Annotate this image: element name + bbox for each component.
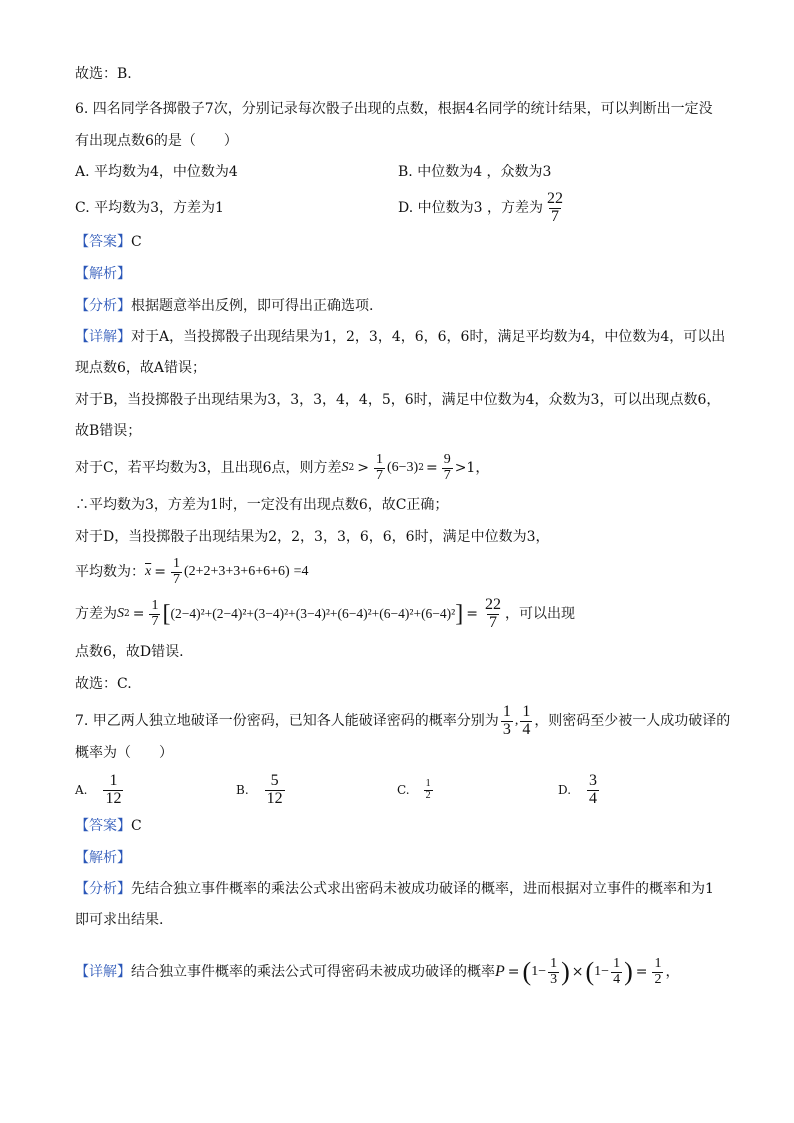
q7-fenxi-line1 bbox=[75, 879, 714, 899]
q7-stem-post: ，则密码至少被一人成功破译的 bbox=[534, 713, 731, 729]
q6-xiangjie-line1 bbox=[75, 327, 725, 347]
fraction-one-seventh bbox=[171, 557, 182, 587]
q7-fenxi-line2: 即可求出结果. bbox=[75, 912, 164, 928]
fraction-denominator: 7 bbox=[172, 571, 180, 587]
equals-sign: = bbox=[154, 564, 166, 580]
xiangjie-tag: 【详解】 bbox=[75, 964, 131, 980]
fenxi-tag: 【分析】 bbox=[75, 881, 131, 897]
q7-option-a bbox=[75, 768, 125, 812]
fraction-denominator: 2 bbox=[654, 971, 662, 987]
q6-stem-line2: 有出现点数6的是（ ） bbox=[75, 133, 238, 149]
fraction-one-third bbox=[548, 957, 559, 987]
probability-symbol: P bbox=[495, 963, 505, 980]
fraction-denominator: 4 bbox=[522, 720, 531, 738]
q6-d-line: 对于D，当投掷骰子出现结果为2，2，3，3，6，6，6时，满足中位数为3， bbox=[75, 529, 550, 545]
q7-xiangjie-line: 【详解】 结合独立事件概率的乘法公式可得密码未被成功破译的概率 P = ( 1− $\frac{1}{3}$ ) × ( 1− $\frac{1}{4}$ ) = $\frac{1}{2}$ ， bbox=[75, 955, 680, 987]
fraction-denominator: 4 bbox=[589, 789, 598, 807]
fraction-numerator: 3 bbox=[589, 771, 598, 789]
square-exp: 2 bbox=[124, 609, 130, 619]
fraction-22-sevenths bbox=[483, 597, 503, 632]
xiangjie-text: 对于A，当投掷骰子出现结果为1，2，3，4，6，6，6时，满足平均数为4，中位数为4，可以出 bbox=[131, 329, 726, 345]
option-fraction bbox=[587, 773, 599, 808]
fraction-one-quarter bbox=[611, 957, 622, 987]
c-line-tail: >1， bbox=[454, 460, 490, 476]
c-line-term: (6−3) bbox=[387, 460, 419, 475]
fraction-one-quarter bbox=[520, 704, 532, 739]
mean-result: =4 bbox=[293, 564, 309, 579]
answer-tag: 【答案】 bbox=[75, 234, 131, 250]
fraction-denominator: 12 bbox=[105, 789, 122, 807]
fraction-denominator: 12 bbox=[266, 789, 283, 807]
square-exp: 2 bbox=[418, 463, 424, 473]
fraction-nine-sevenths bbox=[442, 453, 453, 483]
q6-conclusion-c: ∴平均数为3，方差为1时，一定没有出现点数6，故C正确； bbox=[75, 497, 449, 513]
option-label: C. bbox=[397, 783, 410, 797]
mean-symbol: $\overline{x}$ bbox=[145, 564, 152, 579]
one-minus: 1− bbox=[531, 964, 547, 979]
c-line-text: 对于C，若平均数为3，且出现6点，则方差 bbox=[75, 460, 342, 476]
fraction-denominator: 7 bbox=[488, 613, 497, 631]
fraction-one-seventh bbox=[149, 599, 160, 629]
q6-xiangjie-line3: 对于B，当投掷骰子出现结果为3，3，3，4，4，5，6时，满足中位数为4，众数为3，可以出现点数6， bbox=[75, 392, 721, 408]
q6-stem-line1: 6. 四名同学各掷骰子7次，分别记录每次骰子出现的点数，根据4名同学的统计结果，可以判断出一定没 bbox=[75, 101, 713, 117]
fraction-denominator: 4 bbox=[613, 971, 621, 987]
prev-answer: 故选：B. bbox=[75, 66, 132, 82]
q7-stem-line1: 7. 甲乙两人独立地破译一份密码，已知各人能破译密码的概率分别为 $\frac{1}{3}$ , $\frac{1}{4}$ ，则密码至少被一人成功破译的 bbox=[75, 702, 731, 738]
q6-jiexi-tag: 【解析】 bbox=[75, 266, 131, 282]
times-sign: × bbox=[571, 964, 584, 980]
q6-d-conclusion: 点数6，故D错误. bbox=[75, 644, 184, 660]
q7-answer-line bbox=[75, 816, 142, 836]
answer-value: C bbox=[131, 818, 142, 834]
fraction-numerator: 1 bbox=[550, 955, 558, 971]
fraction-denominator: 7 bbox=[376, 467, 383, 483]
fraction-one-third bbox=[501, 704, 513, 739]
fraction-denominator: 3 bbox=[502, 720, 511, 738]
q6-xiangjie-line2: 现点数6，故A错误； bbox=[75, 360, 207, 376]
fraction-numerator: 22 bbox=[546, 189, 563, 207]
q7-stem-pre: 7. 甲乙两人独立地破译一份密码，已知各人能破译密码的概率分别为 bbox=[75, 713, 499, 729]
q6-option-b: B. 中位数为4 ，众数为3 bbox=[398, 164, 552, 180]
fraction-denominator: 3 bbox=[550, 971, 558, 987]
q6-variance-d-line: 方差为 S 2 = $\frac{1}{7}$ [ (2−4)²+(2−4)²+(3−4)²+(3−4)²+(6−4)²+(6−4)²+(6−4)² ] = $\frac{22}{7}$ ，可以出现 bbox=[75, 595, 575, 631]
fraction-denominator: 7 bbox=[443, 467, 451, 483]
q6-option-d bbox=[398, 186, 567, 230]
option-fraction bbox=[424, 779, 433, 801]
q7-option-d bbox=[558, 768, 601, 812]
fenxi-tag: 【分析】 bbox=[75, 298, 131, 314]
fraction-numerator: 1 bbox=[109, 771, 118, 789]
option-fraction bbox=[265, 773, 285, 808]
q7-jiexi-tag: 【解析】 bbox=[75, 850, 131, 866]
q6-fenxi-line bbox=[75, 296, 373, 316]
q6-answer-line bbox=[75, 232, 142, 252]
variance-label: 方差为 bbox=[75, 606, 117, 622]
option-label: A. bbox=[75, 783, 88, 797]
variance-symbol: S bbox=[117, 606, 124, 621]
mean-sum: (2+2+3+3+6+6+6) bbox=[183, 564, 290, 579]
xiangjie-tag: 【详解】 bbox=[75, 329, 131, 345]
q7-option-b bbox=[236, 768, 287, 812]
fraction-one-seventh bbox=[374, 453, 385, 483]
q6-mean-line bbox=[75, 552, 309, 592]
option-label: B. bbox=[236, 783, 249, 797]
fraction-numerator: 1 bbox=[613, 955, 621, 971]
fraction-numerator: 1 bbox=[151, 597, 159, 613]
fraction-numerator: 1 bbox=[522, 702, 531, 720]
q6-xiangjie-line4: 故B错误； bbox=[75, 423, 142, 439]
q6-option-a: A. 平均数为4，中位数为4 bbox=[75, 164, 238, 180]
fraction-numerator: 1 bbox=[654, 955, 662, 971]
fenxi-text: 先结合独立事件概率的乘法公式求出密码未被成功破译的概率，进而根据对立事件的概率和为1 bbox=[131, 881, 714, 897]
option-label: D. bbox=[558, 783, 572, 797]
fraction-denominator: 7 bbox=[151, 613, 159, 629]
fraction-numerator: 22 bbox=[484, 595, 501, 613]
option-fraction bbox=[103, 773, 123, 808]
mean-label: 平均数为： bbox=[75, 564, 145, 580]
xiangjie-text: 结合独立事件概率的乘法公式可得密码未被成功破译的概率 bbox=[131, 964, 495, 980]
fraction-numerator: 1 bbox=[376, 451, 383, 467]
q6-variance-c-line: 对于C，若平均数为3，且出现6点，则方差 S 2 > $\frac{1}{7}$ (6−3) 2 = $\frac{9}{7}$ >1， bbox=[75, 451, 490, 483]
fraction-numerator: 1 bbox=[502, 702, 511, 720]
fraction-numerator: 5 bbox=[270, 771, 279, 789]
q6-option-d-text: D. 中位数为3 ，方差为 bbox=[398, 200, 543, 216]
q6-choose: 故选：C. bbox=[75, 676, 132, 692]
square-exp: 2 bbox=[348, 463, 355, 473]
fraction-one-half bbox=[652, 957, 663, 987]
answer-value: C bbox=[131, 234, 142, 250]
fraction-denominator: 2 bbox=[425, 789, 431, 801]
q7-option-c bbox=[397, 768, 435, 812]
variance-post: ，可以出现 bbox=[504, 606, 575, 622]
fraction-numerator: 1 bbox=[172, 555, 180, 571]
fraction-denominator: 7 bbox=[550, 207, 559, 225]
fraction-numerator: 1 bbox=[425, 778, 431, 789]
answer-tag: 【答案】 bbox=[75, 818, 131, 834]
one-minus: 1− bbox=[594, 964, 610, 979]
q6-option-d-fraction bbox=[545, 191, 565, 226]
xiangjie-end: ， bbox=[665, 964, 680, 980]
q6-option-c: C. 平均数为3，方差为1 bbox=[75, 200, 224, 216]
fenxi-text: 根据题意举出反例，即可得出正确选项. bbox=[131, 298, 374, 314]
variance-symbol: S bbox=[341, 460, 349, 475]
equals-sign: = bbox=[425, 460, 438, 476]
q7-stem-line2: 概率为（ ） bbox=[75, 745, 173, 761]
fraction-numerator: 9 bbox=[443, 451, 451, 467]
variance-sum: (2−4)²+(2−4)²+(3−4)²+(3−4)²+(6−4)²+(6−4)²+(6−4)² bbox=[170, 606, 456, 621]
